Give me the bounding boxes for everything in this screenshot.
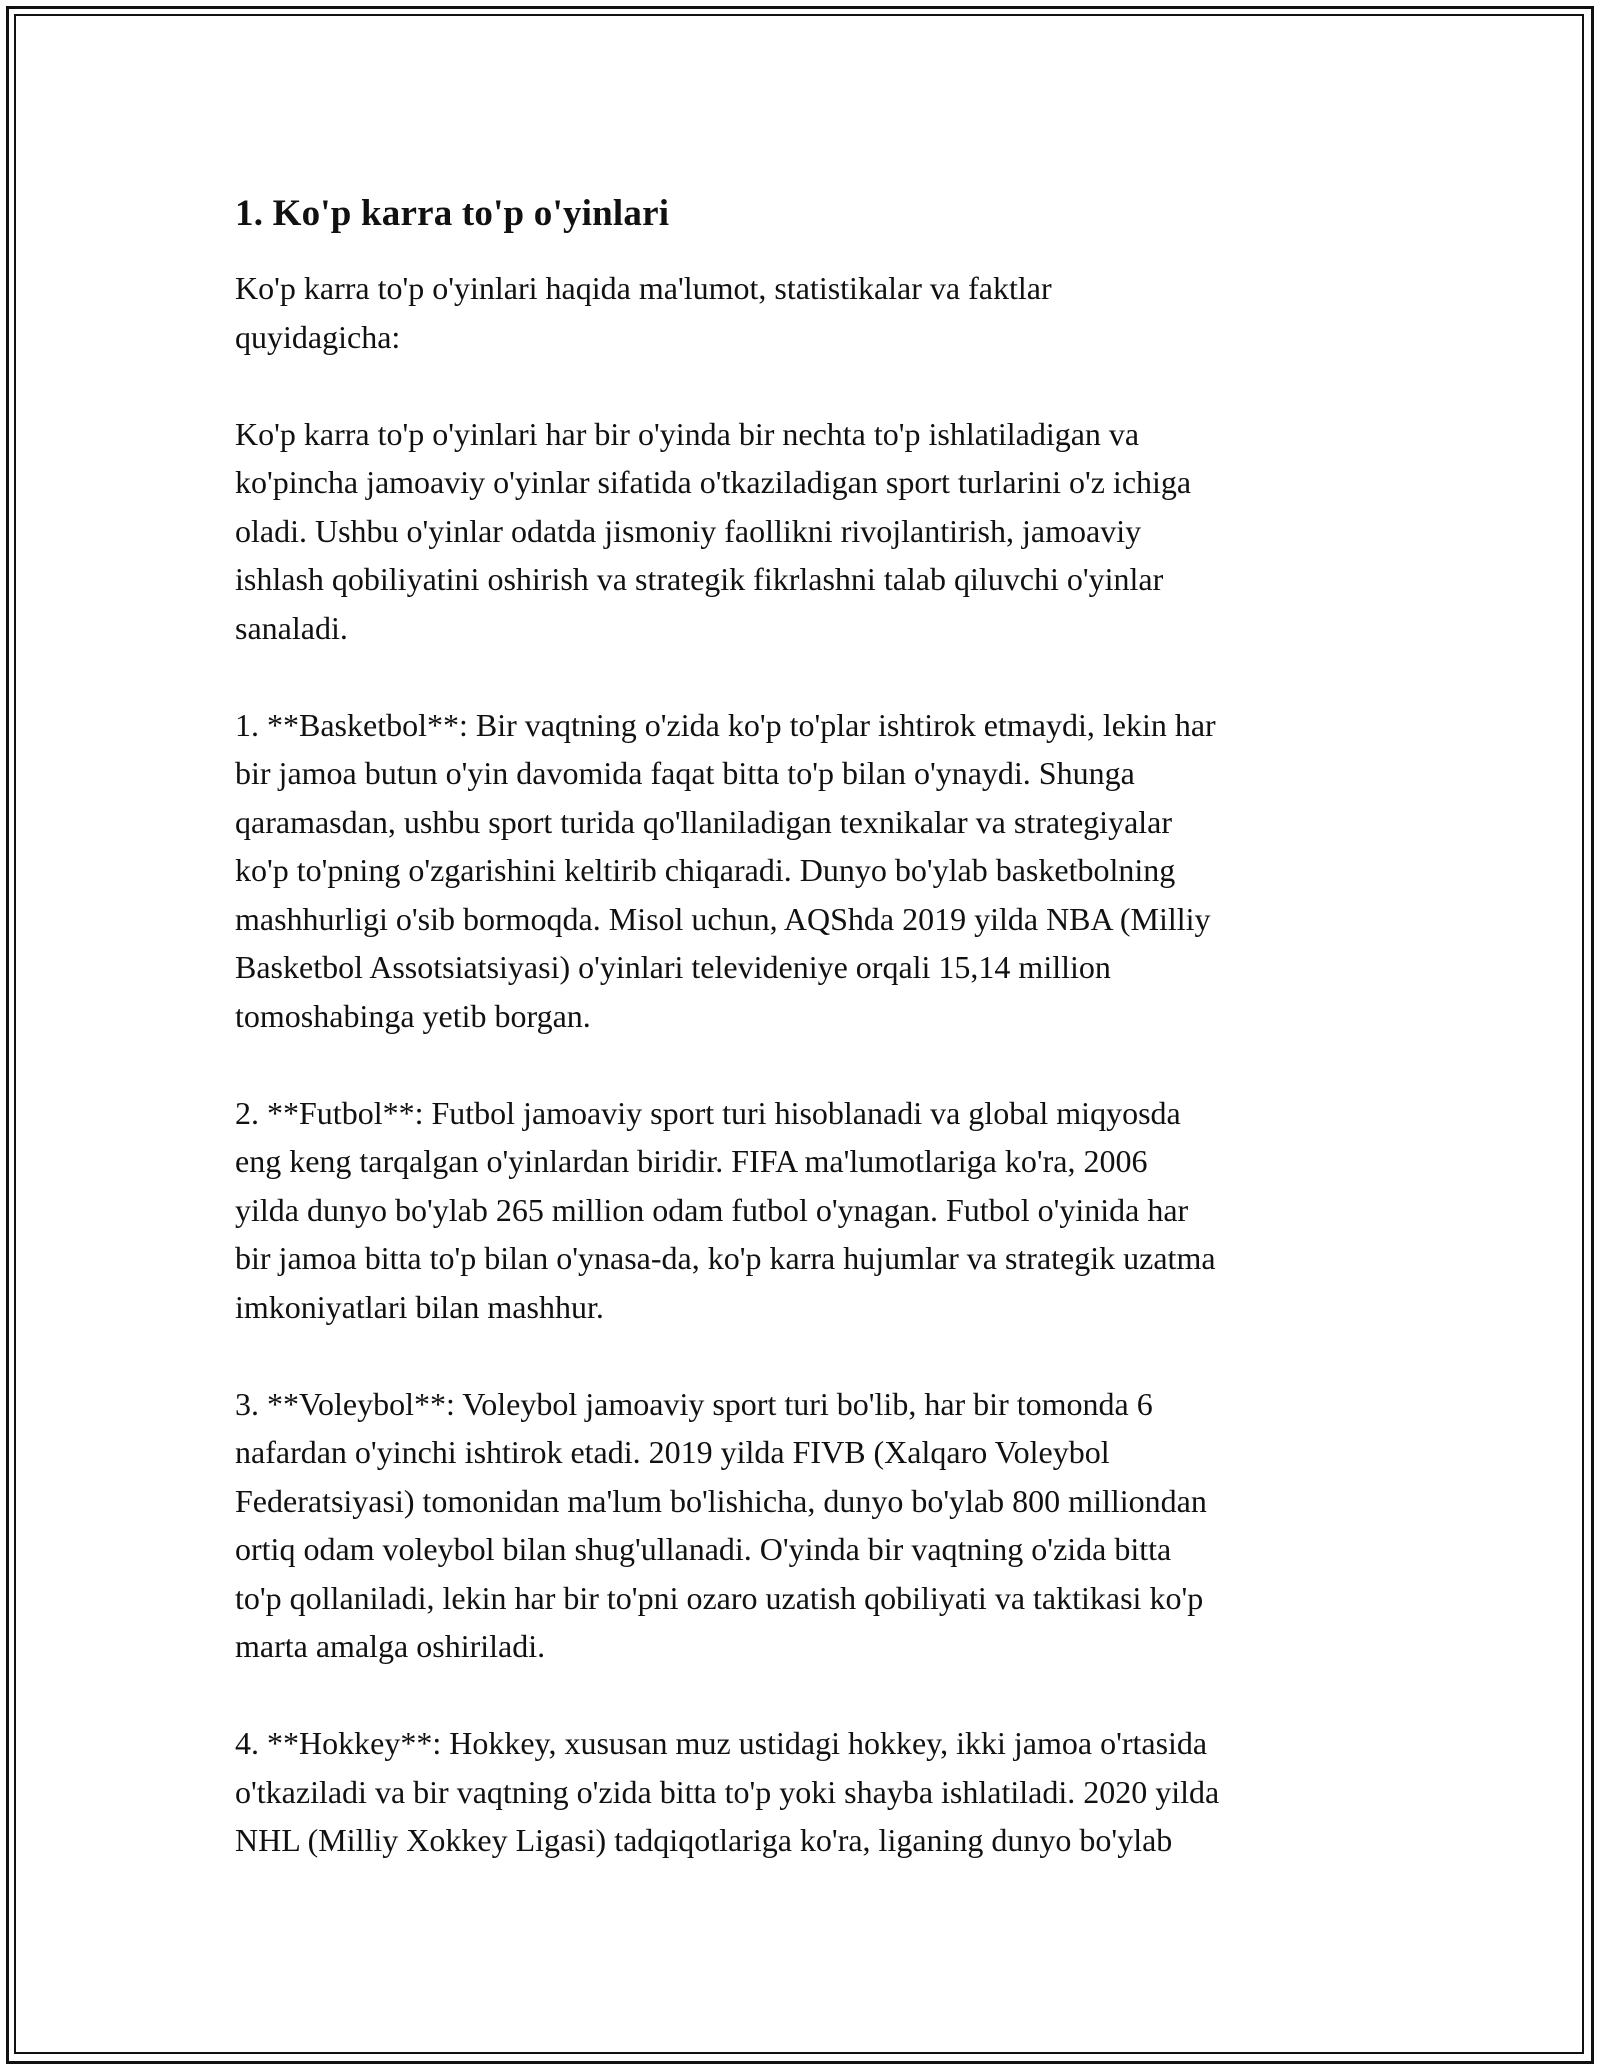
paragraph-basketbol: 1. **Basketbol**: Bir vaqtning o'zida ko'p to'plar ishtirok etmaydi, lekin har bir jamoa butun o'yin davomida faqat bitta to'p bilan o'ynaydi. Shunga qaramasdan, ushbu sport turida qo'llaniladigan texnikalar va strategiyalar ko'p to'pning o'zgarishini keltirib chiqaradi. Dunyo bo'ylab basketbolning mashhurligi o'sib bormoqda. Misol uchun, AQShda 2019 yilda NBA (Milliy Basketbol Assotsiatsiyasi) o'yinlari televideniye orqali 15,14 million tomoshabinga yetib borgan.: [235, 706, 1216, 1034]
document-title: 1. Ko'p karra to'p o'yinlari: [235, 193, 670, 234]
paragraph-overview: Ko'p karra to'p o'yinlari har bir o'yinda bir nechta to'p ishlatiladigan va ko'pincha jamoaviy o'yinlar sifatida o'tkaziladigan sport turlarini o'z ichiga oladi. Ushbu o'yinlar odatda jismoniy faollikni rivojlantirish, jamoaviy ishlash qobiliyatini oshirish va strategik fikrlashni talab qiluvchi o'yinlar sanaladi.: [235, 415, 1192, 646]
document-body: [235, 188, 1375, 1913]
paragraph-hokkey: 4. **Hokkey**: Hokkey, xususan muz ustidagi hokkey, ikki jamoa o'rtasida o'tkaziladi va bir vaqtning o'zida bitta to'p yoki shayba ishlatiladi. 2020 yilda NHL (Milliy Xokkey Ligasi) tadqiqotlariga ko'ra, liganing dunyo bo'ylab: [235, 1725, 1220, 1858]
paragraph-voleybol: 3. **Voleybol**: Voleybol jamoaviy sport turi bo'lib, har bir tomonda 6 nafardan o'yinchi ishtirok etadi. 2019 yilda FIVB (Xalqaro Voleybol Federatsiyasi) tomonidan ma'lum bo'lishicha, dunyo bo'ylab 800 milliondan ortiq odam voleybol bilan shug'ullanadi. O'yinda bir vaqtning o'zida bitta to'p qollaniladi, lekin har bir to'pni ozaro uzatish qobiliyati va taktikasi ko'p marta amalga oshiriladi.: [235, 1385, 1207, 1664]
paragraph-futbol: 2. **Futbol**: Futbol jamoaviy sport turi hisoblanadi va global miqyosda eng keng tarqalgan o'yinlardan biridir. FIFA ma'lumotlariga ko'ra, 2006 yilda dunyo bo'ylab 265 million odam futbol o'ynagan. Futbol o'yinida har bir jamoa bitta to'p bilan o'ynasa-da, ko'p karra hujumlar va strategik uzatma imkoniyatlari bilan mashhur.: [235, 1094, 1216, 1325]
paragraph-intro: Ko'p karra to'p o'yinlari haqida ma'lumot, statistikalar va faktlar quyidagicha:: [235, 270, 1052, 355]
